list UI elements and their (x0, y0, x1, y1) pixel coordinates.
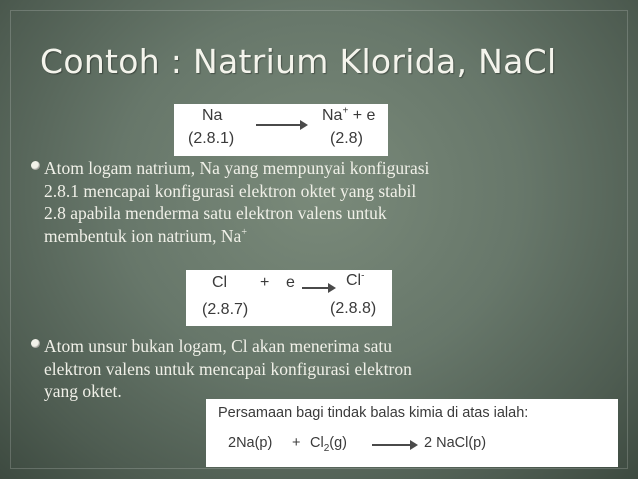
sodium-ion-config: (2.8) (330, 130, 363, 147)
chlorine-subscript: 2 (323, 442, 330, 454)
electron-symbol: e (286, 274, 295, 291)
chlorine-state: (g) (329, 435, 347, 451)
sodium-ion-symbol: Na (322, 107, 343, 124)
equation-caption: Persamaan bagi tindak balas kimia di atas ialah: (218, 405, 529, 421)
sodium-symbol: Na (202, 107, 223, 124)
sodium-ion-label (322, 107, 375, 125)
chloride-charge: - (361, 270, 365, 282)
bullet-sodium (44, 157, 429, 247)
bullet-line: 2.8.1 mencapai konfigurasi elektron oktet yang stabil (44, 180, 417, 201)
bullet-line: yang oktet. (44, 381, 122, 401)
bullet-chlorine (44, 335, 412, 403)
sodium-ion-charge: + (342, 105, 349, 117)
plus-sign: + (260, 274, 270, 291)
chloride-config: (2.8.8) (330, 300, 377, 317)
bullet-icon (31, 161, 40, 170)
bullet-line: 2.8 apabila menderma satu elektron valens untuk (44, 203, 387, 223)
chloride-ion-label (346, 272, 364, 290)
chlorine-config: (2.8.7) (202, 301, 249, 318)
chlorine-symbol: Cl (212, 274, 228, 291)
bullet-line: elektron valens untuk mencapai konfigurasi elektron (44, 358, 412, 379)
sodium-ion-superscript: + (241, 226, 247, 238)
sodium-equation-box (174, 104, 388, 156)
reactant-chlorine (310, 435, 347, 454)
chloride-symbol: Cl (346, 272, 362, 289)
electron-term: + e (348, 107, 376, 124)
reaction-arrow (256, 124, 306, 126)
overall-equation-box (206, 399, 618, 467)
chlorine-formula: Cl (310, 435, 324, 451)
bullet-line: Atom unsur bukan logam, Cl akan menerima satu (44, 336, 392, 356)
bullet-line-last (44, 225, 429, 248)
chlorine-equation-box (186, 270, 392, 326)
bullet-line: Atom logam natrium, Na yang mempunyai konfigurasi (44, 158, 430, 178)
product-nacl: 2 NaCl(p) (424, 435, 487, 451)
plus-sign: + (292, 435, 301, 451)
bullet-line-text: membentuk ion natrium, Na (44, 225, 242, 246)
bullet-icon (31, 339, 40, 348)
reaction-arrow (302, 287, 334, 289)
reaction-arrow (372, 444, 416, 446)
reactant-sodium: 2Na(p) (228, 435, 273, 451)
slide-title: Contoh : Natrium Klorida, NaCl (40, 42, 557, 81)
sodium-config: (2.8.1) (188, 130, 235, 147)
